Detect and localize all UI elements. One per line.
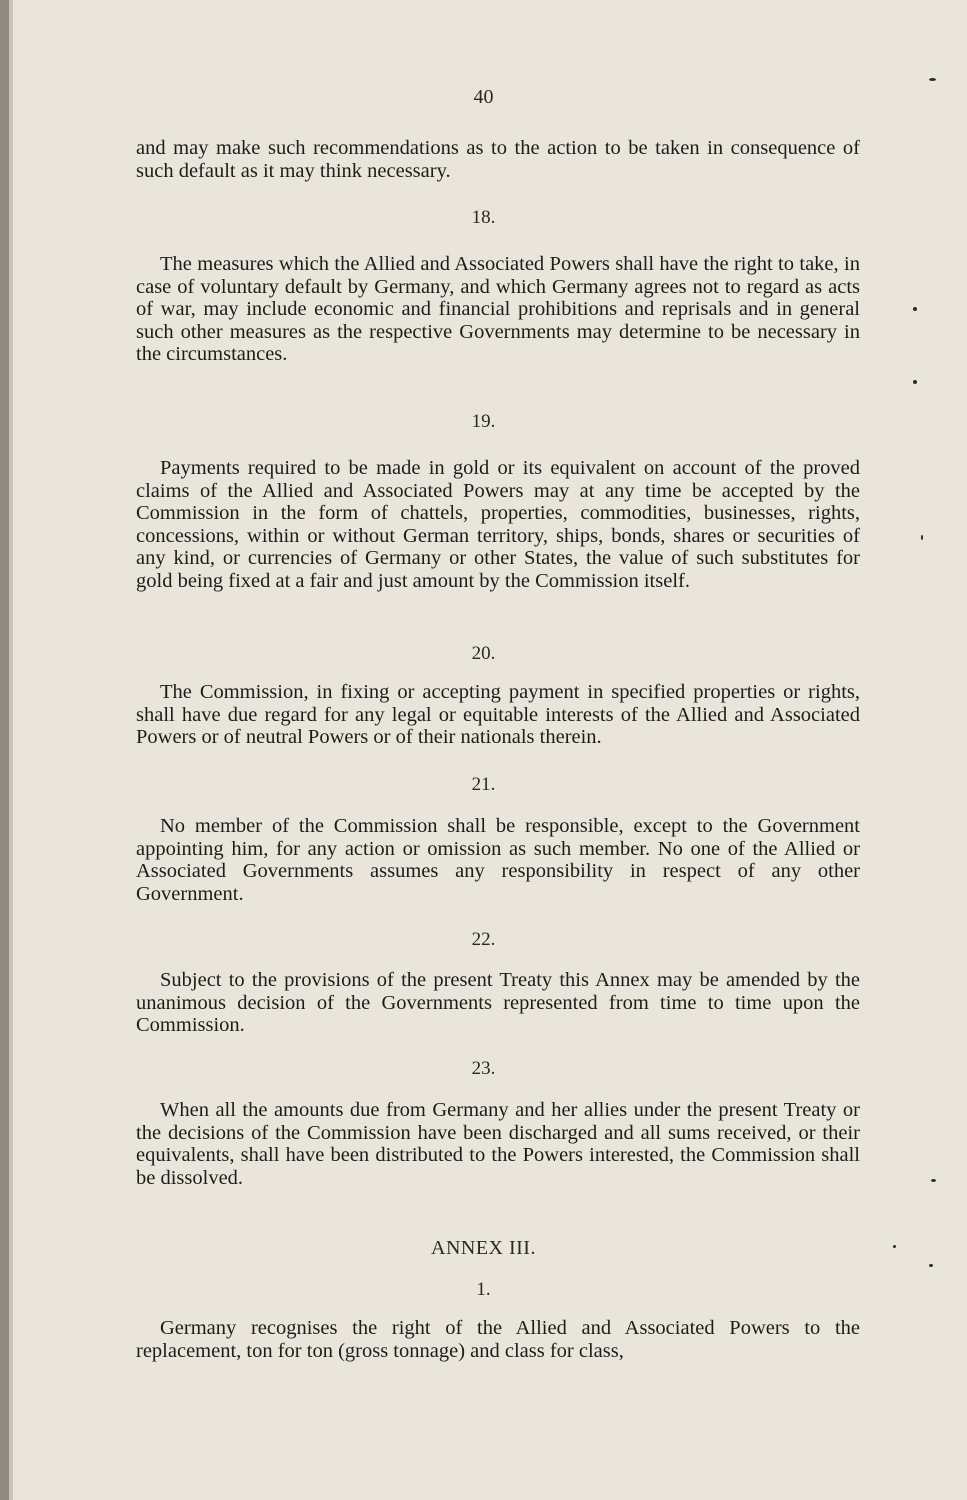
annex-heading: ANNEX III. xyxy=(431,1237,536,1259)
section-number-21: 21. xyxy=(471,774,496,795)
paragraph-18 xyxy=(136,253,860,366)
paper-speck xyxy=(931,1179,936,1182)
paragraph-19 xyxy=(136,457,860,593)
section-number-19: 19. xyxy=(471,411,496,432)
paragraph-text: Subject to the provisions of the present Treaty this Annex may be amended by the unanimous decision of the Governments represented from time to time upon the Commission. xyxy=(136,969,860,1037)
paragraph-text: The Commission, in fixing or accepting payment in specified properties or rights, shall have due regard for any legal or equitable interests of the Allied and Associated Powers or of neutral Powers or of their nationals therein. xyxy=(136,681,860,749)
paragraph-text: Germany recognises the right of the Allied and Associated Powers to the replacement, ton for ton (gross tonnage) and class for class, xyxy=(136,1317,860,1362)
annex-section-number-1: 1. xyxy=(476,1279,491,1300)
paragraph-23 xyxy=(136,1099,860,1189)
paragraph-continuation xyxy=(136,137,860,182)
page-number: 40 xyxy=(473,86,494,108)
paper-speck xyxy=(893,1245,896,1248)
paper-speck xyxy=(929,78,936,81)
paper-speck xyxy=(913,307,917,311)
section-number-18: 18. xyxy=(471,207,496,228)
paper-speck xyxy=(921,535,923,540)
paragraph-text: When all the amounts due from Germany and her allies under the present Treaty or the decisions of the Commission have been discharged and all sums received, or their equivalents, shall have been distributed to the Powers interested, the Commission shall be dissolved. xyxy=(136,1099,860,1189)
annex-paragraph-1 xyxy=(136,1317,860,1362)
paragraph-text: The measures which the Allied and Associated Powers shall have the right to take, in case of voluntary default by Germany, and which Germany agrees not to regard as acts of war, may include economic and financial prohibitions and reprisals and in general such other measures as the respective Governments may determine to be necessary in the circumstances. xyxy=(136,253,860,366)
section-number-20: 20. xyxy=(471,643,496,664)
paragraph-text: and may make such recommendations as to the action to be taken in consequence of such default as it may think necessary. xyxy=(136,137,860,182)
paragraph-22 xyxy=(136,969,860,1037)
paper-speck xyxy=(929,1264,933,1267)
section-number-22: 22. xyxy=(471,929,496,950)
paragraph-text: No member of the Commission shall be responsible, except to the Government appointing him, for any action or omission as such member. No one of the Allied or Associated Governments assumes any responsibility in respect of any other Government. xyxy=(136,815,860,905)
paragraph-text: Payments required to be made in gold or its equivalent on account of the proved claims of the Allied and Associated Powers may at any time be accepted by the Commission in the form of chattels, properties, commodities, businesses, rights, concessions, within or without German territory, ships, bonds, shares or securities of any kind, or currencies of Germany or other States, the value of such substitutes for gold being fixed at a fair and just amount by the Commission itself. xyxy=(136,457,860,592)
paragraph-21 xyxy=(136,815,860,905)
paper-speck xyxy=(913,380,917,384)
paragraph-20 xyxy=(136,681,860,749)
section-number-23: 23. xyxy=(471,1058,496,1079)
